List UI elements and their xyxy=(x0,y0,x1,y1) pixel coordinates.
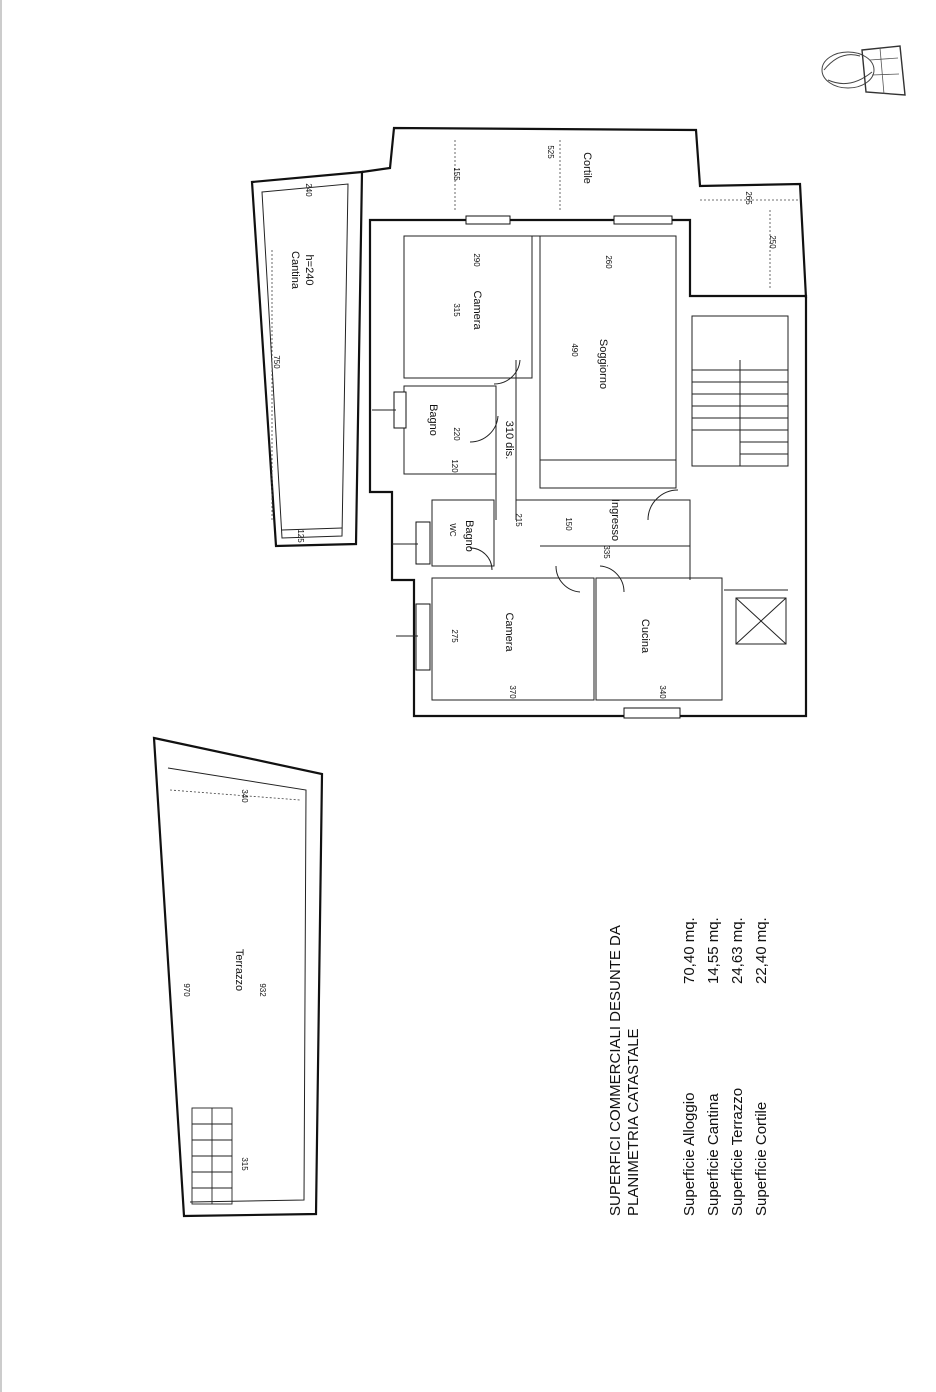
dim-120: 120 xyxy=(450,459,459,473)
dim-220: 220 xyxy=(452,427,461,441)
dim-265: 265 xyxy=(744,191,753,205)
bagno-top-label: Bagno xyxy=(427,404,439,436)
dim-335: 335 xyxy=(602,545,611,559)
dim-315: 315 xyxy=(452,303,461,317)
summary-value-cantina: 14,55 mq. xyxy=(705,917,722,984)
summary-title-line1: SUPERFICI COMMERCIALI DESUNTE DA xyxy=(607,925,624,1216)
ingresso-label: Ingresso xyxy=(609,498,621,542)
dim-340-terrace: 340 xyxy=(240,789,249,803)
summary-label-alloggio: Superficie Alloggio xyxy=(681,1092,698,1216)
camera-top-label: Camera xyxy=(471,290,483,330)
cantina-label: Cantina xyxy=(289,251,301,289)
apartment xyxy=(370,216,806,718)
dim-240: 240 xyxy=(304,183,313,197)
dim-290: 290 xyxy=(472,253,481,267)
dim-275: 275 xyxy=(450,629,459,643)
wc-label: WC xyxy=(448,523,457,537)
soggiorno-label: Soggiorno xyxy=(597,338,609,390)
dim-260: 260 xyxy=(604,255,613,269)
summary-value-alloggio: 70,40 mq. xyxy=(681,917,698,984)
summary-label-terrazzo: Superficie Terrazzo xyxy=(729,1087,746,1216)
dim-150: 150 xyxy=(564,517,573,531)
room-labels xyxy=(233,152,651,991)
summary-value-cortile: 22,40 mq. xyxy=(753,917,770,984)
summary-label-cortile: Superficie Cortile xyxy=(753,1101,770,1216)
summary-title-line2: PLANIMETRIA CATASTALE xyxy=(625,1028,642,1216)
dim-125: 125 xyxy=(296,529,305,543)
stairwell xyxy=(692,316,788,644)
summary-value-terrazzo: 24,63 mq. xyxy=(729,917,746,984)
bagno-bottom-label: Bagno xyxy=(463,520,475,552)
cortile-label: Cortile xyxy=(581,152,593,184)
camera-bottom-label: Camera xyxy=(503,612,515,652)
dim-155: 155 xyxy=(452,167,461,181)
surface-summary xyxy=(607,917,770,1216)
dim-750: 750 xyxy=(272,355,281,369)
dim-370: 370 xyxy=(508,685,517,699)
dim-315-terrace: 315 xyxy=(240,1157,249,1171)
cantina xyxy=(252,172,362,546)
dim-250: 250 xyxy=(768,235,777,249)
dim-932: 932 xyxy=(258,983,267,997)
dim-340: 340 xyxy=(658,685,667,699)
summary-label-cantina: Superficie Cantina xyxy=(705,1093,722,1216)
cantina-height-label: h=240 xyxy=(303,254,315,286)
dis-label: 310 dis. xyxy=(503,420,515,460)
dim-970: 970 xyxy=(182,983,191,997)
logo-stamp xyxy=(822,46,905,95)
terrazzo-label: Terrazzo xyxy=(233,948,245,992)
dim-215: 215 xyxy=(514,513,523,527)
dim-525: 525 xyxy=(546,145,555,159)
dim-490: 490 xyxy=(570,343,579,357)
cucina-label: Cucina xyxy=(639,618,651,654)
